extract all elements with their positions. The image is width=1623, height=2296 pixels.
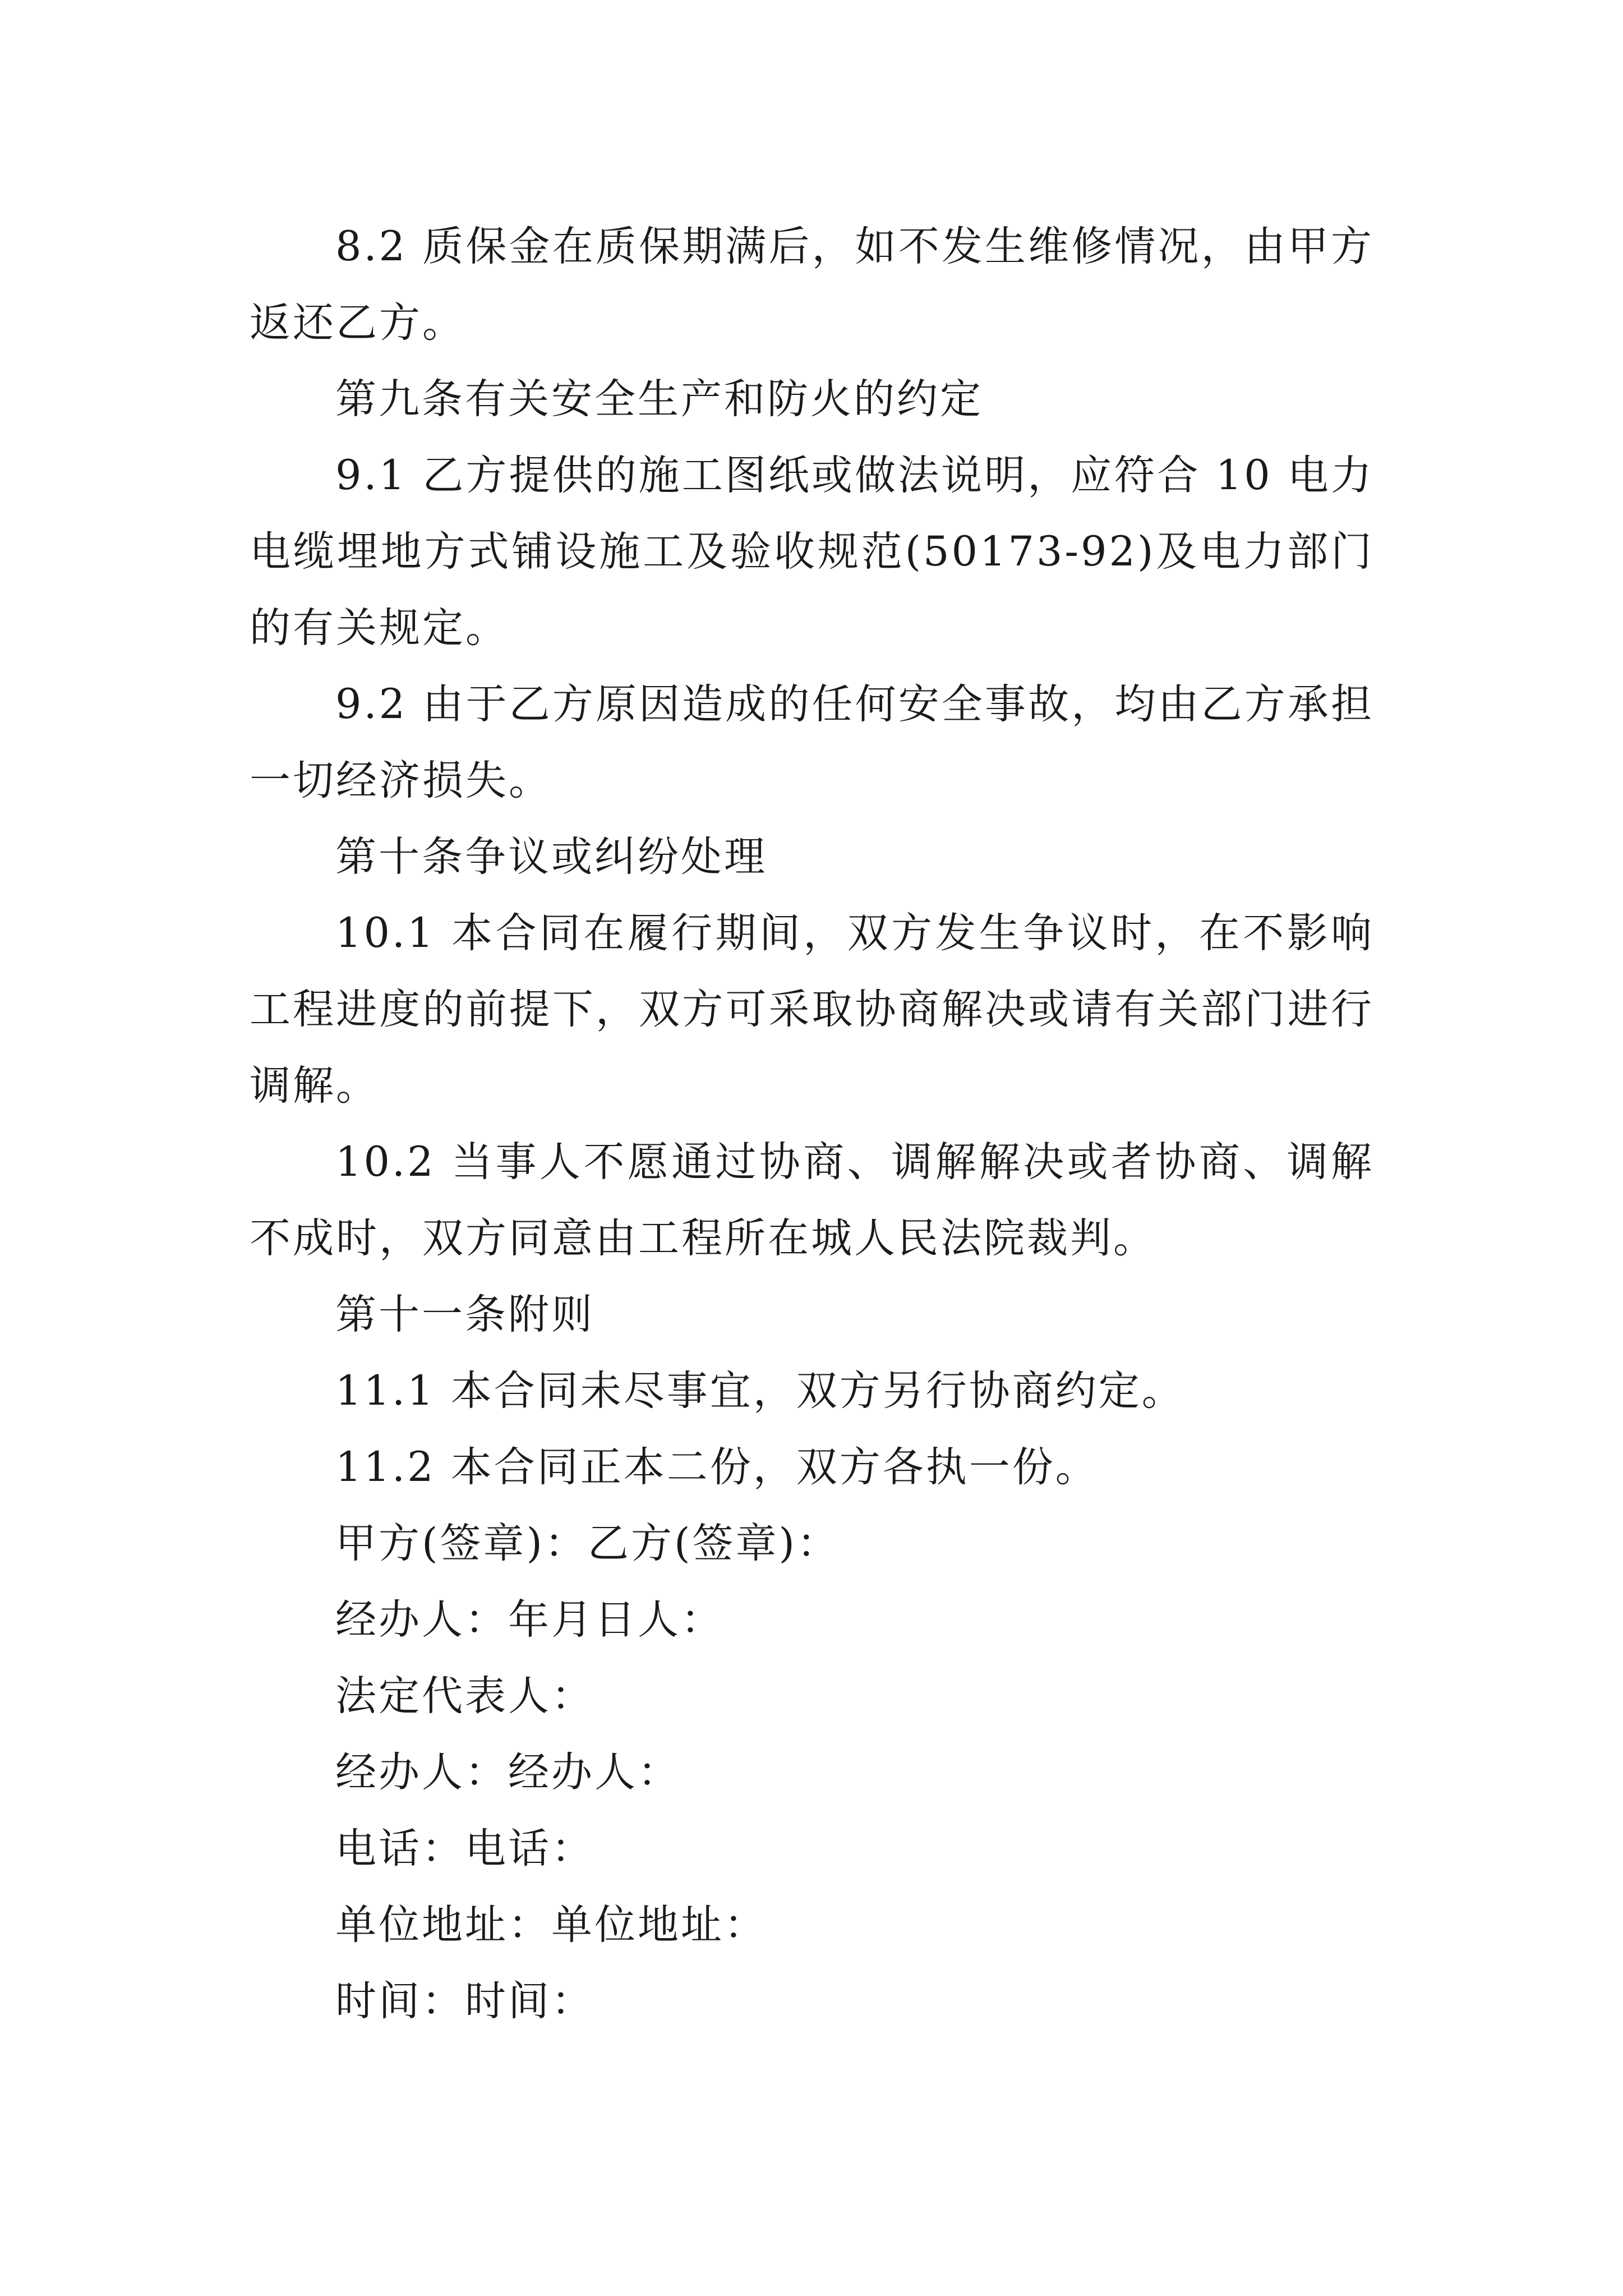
signature-party-line: 甲方(签章)：乙方(签章)： [335, 1520, 840, 1567]
signature-agent-line: 经办人：经办人： [335, 1749, 681, 1796]
signature-address-line: 单位地址：单位地址： [335, 1901, 767, 1949]
clause-8-2: 8.2 质保金在质保期满后，如不发生维修情况，由甲方返还乙方。 [250, 223, 1374, 347]
article-11-heading: 第十一条附则 [335, 1291, 594, 1338]
clause-10-2: 10.2 当事人不愿通过协商、调解解决或者协商、调解不成时，双方同意由工程所在城人民法院裁判。 [250, 1138, 1374, 1262]
signature-agent-date-line: 经办人：年月日人： [335, 1596, 724, 1644]
clause-11-2: 11.2 本合同正本二份，双方各执一份。 [335, 1443, 1099, 1491]
article-10-heading: 第十条争议或纠纷处理 [335, 833, 767, 881]
document-body [250, 209, 1374, 2040]
signature-time-line: 时间：时间： [335, 1977, 594, 2025]
clause-11-1: 11.1 本合同未尽事宜，双方另行协商约定。 [335, 1367, 1185, 1415]
signature-legal-rep-line: 法定代表人： [335, 1672, 594, 1720]
clause-9-1: 9.1 乙方提供的施工图纸或做法说明，应符合 10 电力电缆埋地方式铺设施工及验收规范(50173-92)及电力部门的有关规定。 [250, 452, 1374, 652]
signature-phone-line: 电话：电话： [335, 1825, 594, 1872]
clause-9-2: 9.2 由于乙方原因造成的任何安全事故，均由乙方承担一切经济损失。 [250, 680, 1374, 804]
clause-10-1: 10.1 本合同在履行期间，双方发生争议时，在不影响工程进度的前提下，双方可采取协商解决或请有关部门进行调解。 [250, 909, 1374, 1110]
article-9-heading: 第九条有关安全生产和防火的约定 [335, 375, 983, 423]
